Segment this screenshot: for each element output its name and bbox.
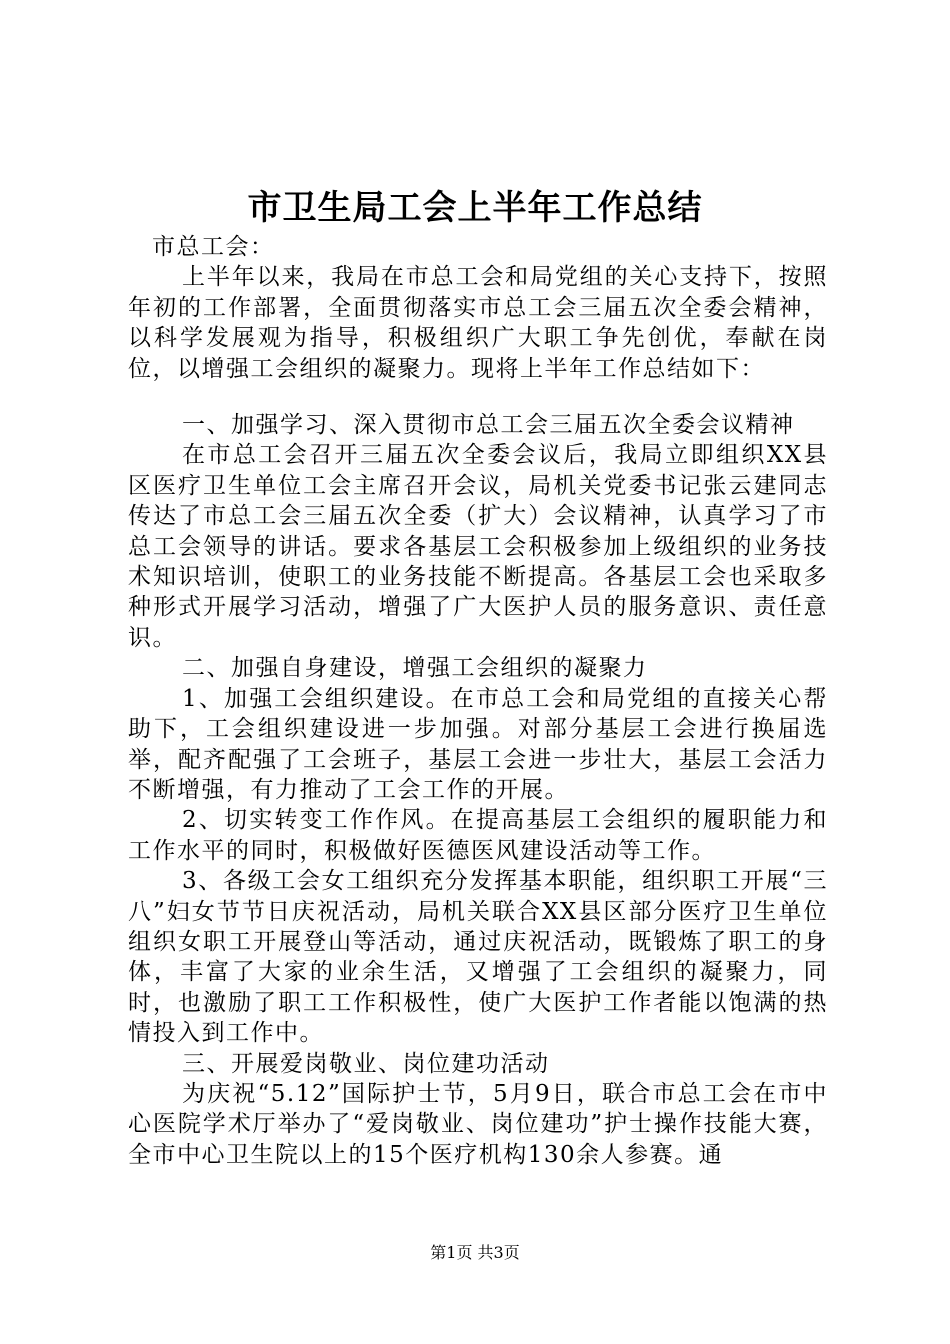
document-title: 市卫生局工会上半年工作总结 [247, 188, 703, 228]
section-heading-2: 二、加强自身建设，增强工会组织的凝聚力 [182, 655, 648, 682]
paragraph-item-2: 2、切实转变工作作风。在提高基层工会组织的履职能力和工作水平的同时，积极做好医德医风建设活动等工作。 [128, 807, 828, 864]
document-body [128, 232, 828, 1170]
paragraph-section-3: 为庆祝“5.12”国际护士节，5月9日，联合市总工会在市中心医院学术厅举办了“爱岗敬业、岗位建功”护士操作技能大赛，全市中心卫生院以上的15个医疗机构130余人参赛。通 [128, 1080, 828, 1168]
paragraph-section-1: 在市总工会召开三届五次全委会议后，我局立即组织XX县区医疗卫生单位工会主席召开会议，局机关党委书记张云建同志传达了市总工会三届五次全委（扩大）会议精神，认真学习了市总工会领导的讲话。要求各基层工会积极参加上级组织的业务技术知识培训，使职工的业务技能不断提高。各基层工会也采取多种形式开展学习活动，增强了广大医护人员的服务意识、责任意识。 [128, 442, 828, 651]
salutation: 市总工会： [152, 234, 275, 260]
section-heading-3: 三、开展爱岗敬业、岗位建功活动 [182, 1050, 550, 1077]
section-heading-1: 一、加强学习、深入贯彻市总工会三届五次全委会议精神 [182, 412, 795, 439]
page-number-footer: 第1页 共3页 [430, 1243, 520, 1262]
paragraph-item-3: 3、各级工会女工组织充分发挥基本职能，组织职工开展“三八”妇女节节日庆祝活动，局机关联合XX县区部分医疗卫生单位组织女职工开展登山等活动，通过庆祝活动，既锻炼了职工的身体，丰富了大家的业余生活，又增强了工会组织的凝聚力，同时，也激励了职工工作积极性，使广大医护工作者能以饱满的热情投入到工作中。 [128, 868, 828, 1047]
paragraph-intro: 上半年以来，我局在市总工会和局党组的关心支持下，按照年初的工作部署，全面贯彻落实市总工会三届五次全委会精神，以科学发展观为指导，积极组织广大职工争先创优，奉献在岗位，以增强工会组织的凝聚力。现将上半年工作总结如下： [128, 264, 828, 382]
paragraph-item-1: 1、加强工会组织建设。在市总工会和局党组的直接关心帮助下，工会组织建设进一步加强。对部分基层工会进行换届选举，配齐配强了工会班子，基层工会进一步壮大，基层工会活力不断增强，有力推动了工会工作的开展。 [128, 685, 828, 803]
